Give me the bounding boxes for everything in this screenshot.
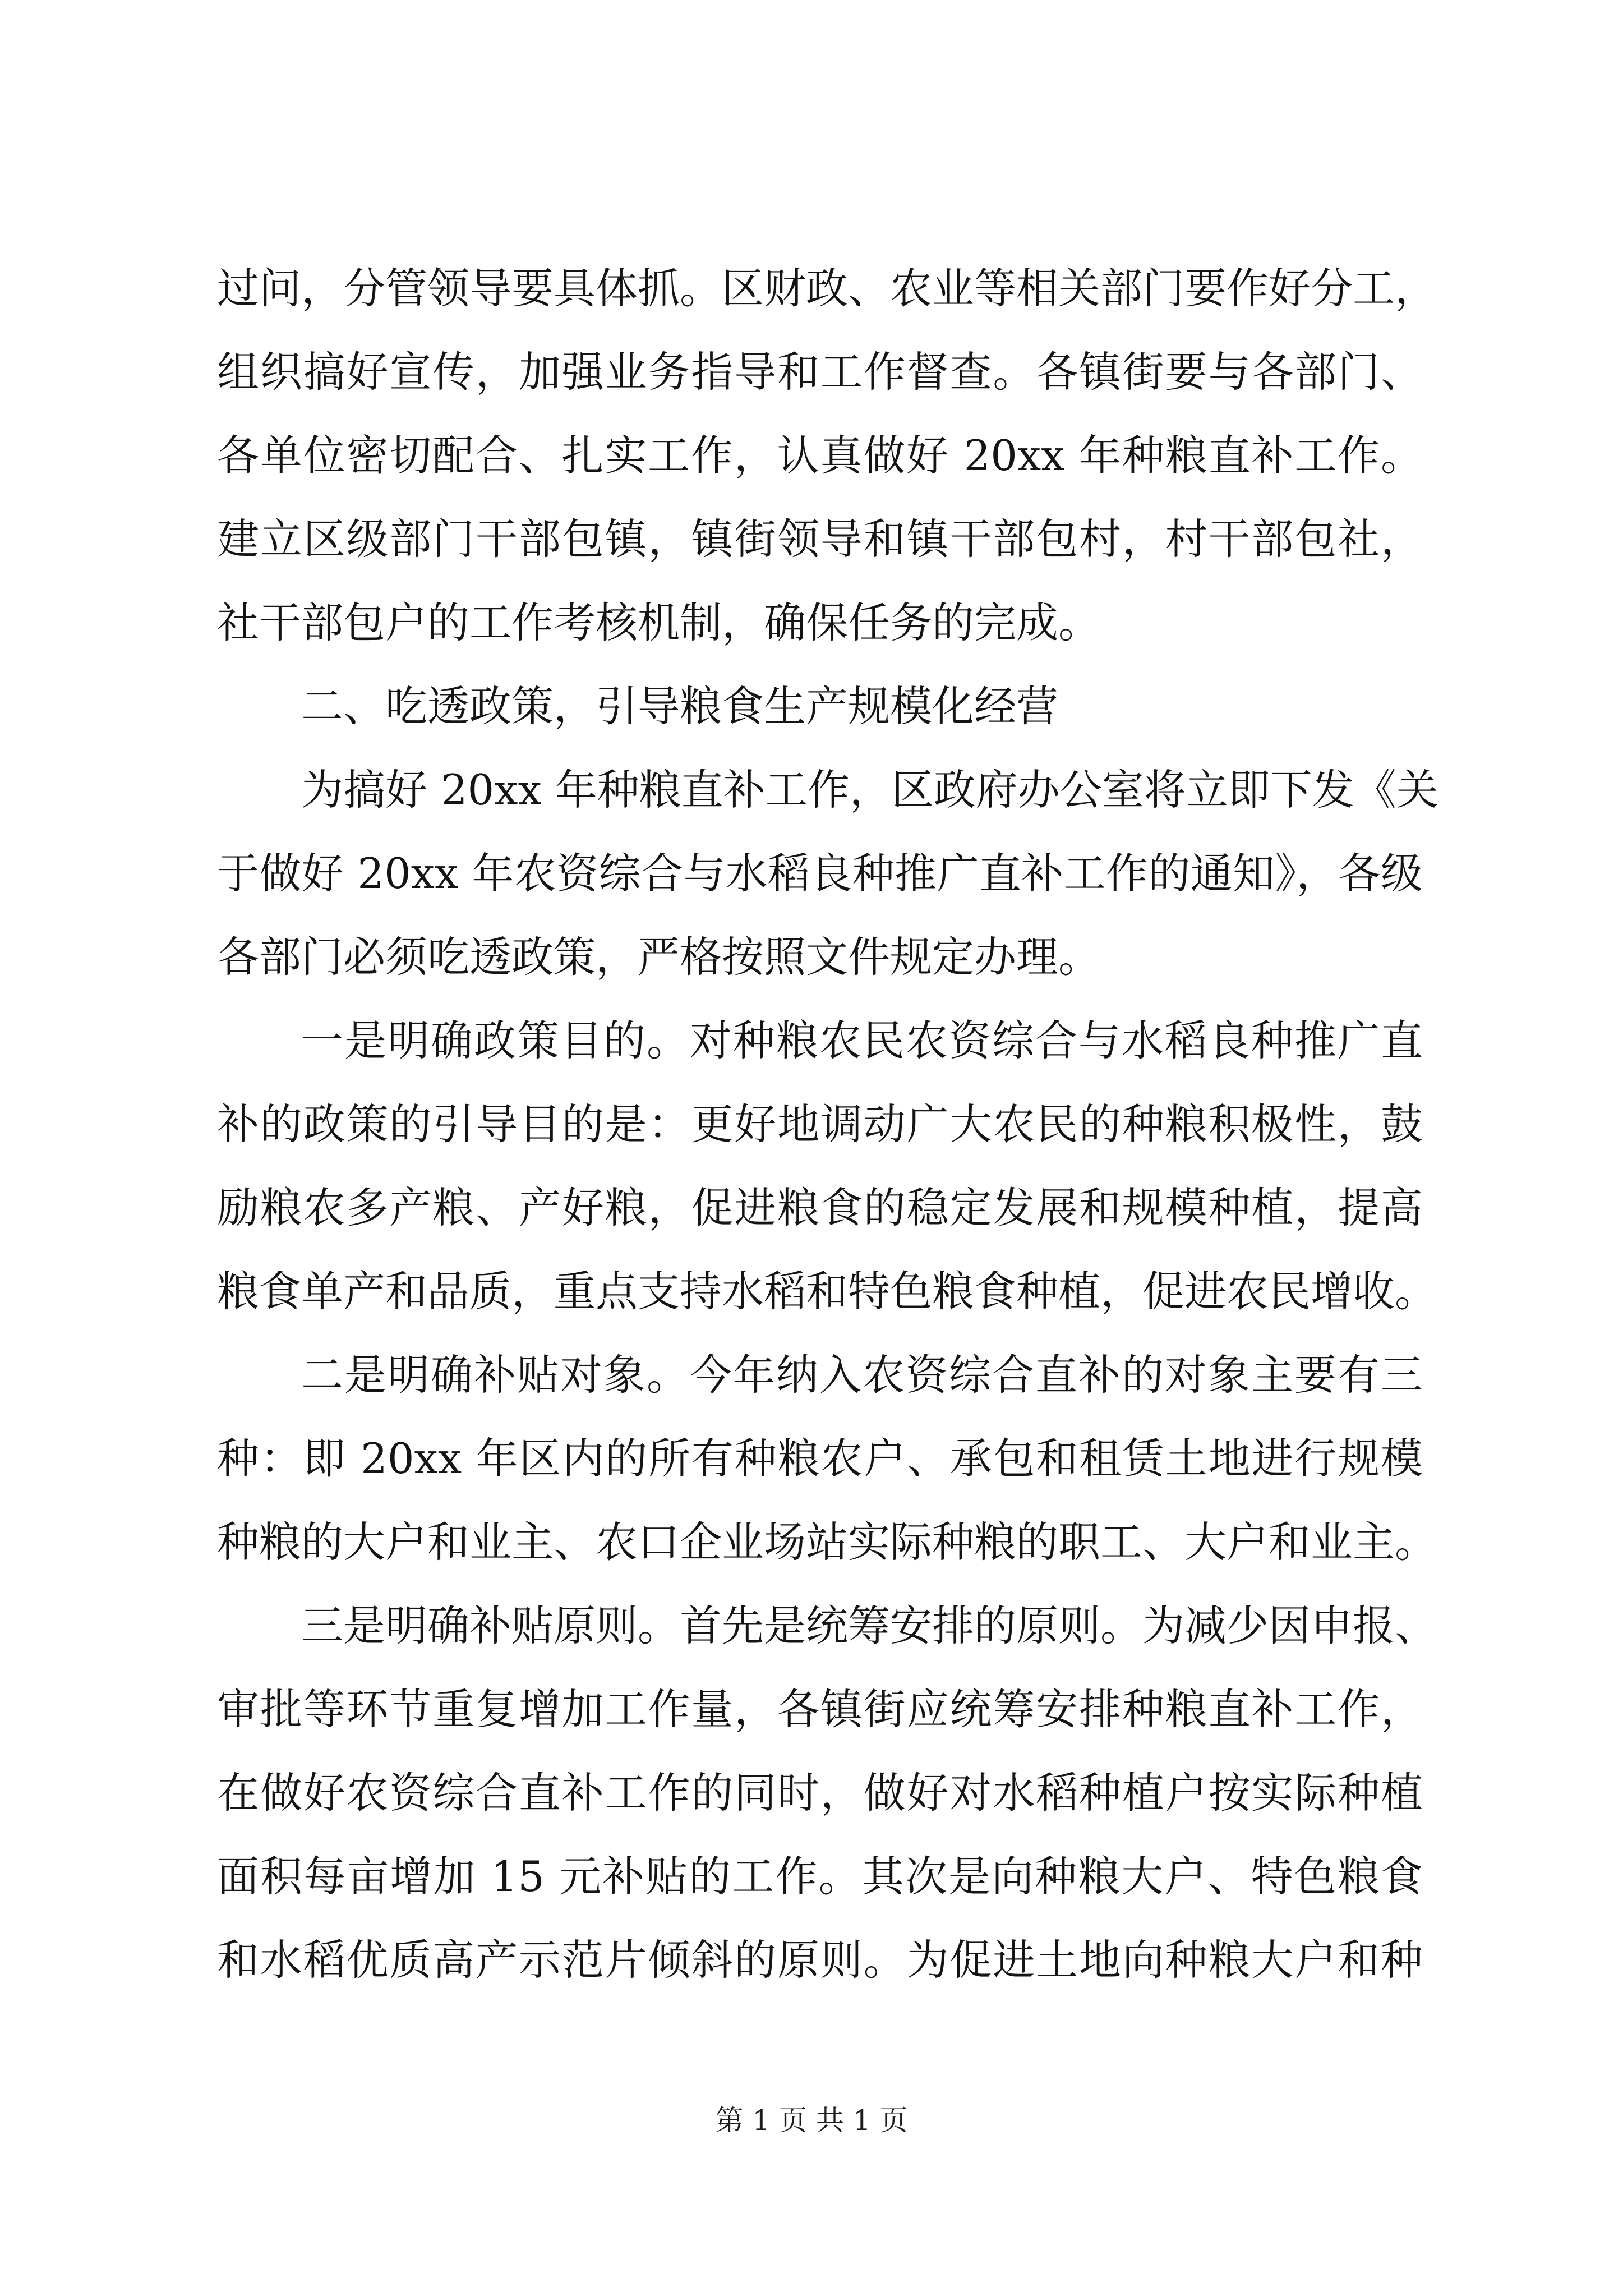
text-line: 组织搞好宣传，加强业务指导和工作督查。各镇街要与各部门、 — [217, 347, 1423, 397]
text-line: 和水稻优质高产示范片倾斜的原则。为促进土地向种粮大户和种 — [217, 1935, 1423, 1985]
document-body — [217, 247, 1438, 2002]
text-line: 于做好 20xx 年农资综合与水稻良种推广直补工作的通知》，各级 — [217, 849, 1423, 898]
text-line: 种：即 20xx 年区内的所有种粮农户、承包和租赁土地进行规模 — [217, 1434, 1423, 1483]
text-line: 各单位密切配合、扎实工作，认真做好 20xx 年种粮直补工作。 — [217, 431, 1423, 480]
text-line: 补的政策的引导目的是：更好地调动广大农民的种粮积极性，鼓 — [217, 1099, 1423, 1149]
section-heading: 二、吃透政策，引导粮食生产规模化经营 — [301, 682, 1059, 731]
page-number-footer: 第 1 页 共 1 页 — [715, 2104, 908, 2137]
text-line: 为搞好 20xx 年种粮直补工作，区政府办公室将立即下发《关 — [301, 765, 1438, 815]
text-line: 二是明确补贴对象。今年纳入农资综合直补的对象主要有三 — [301, 1350, 1423, 1400]
text-line: 一是明确政策目的。对种粮农民农资综合与水稻良种推广直 — [301, 1016, 1423, 1065]
text-line: 社干部包户的工作考核机制，确保任务的完成。 — [217, 598, 1101, 647]
text-line: 励粮农多产粮、产好粮，促进粮食的稳定发展和规模种植，提高 — [217, 1183, 1423, 1232]
text-line: 过问，分管领导要具体抓。区财政、农业等相关部门要作好分工， — [217, 264, 1437, 313]
text-line: 面积每亩增加 15 元补贴的工作。其次是向种粮大户、特色粮食 — [217, 1852, 1423, 1901]
text-line: 粮食单产和品质，重点支持水稻和特色粮食种植，促进农民增收。 — [217, 1267, 1437, 1316]
text-line: 三是明确补贴原则。首先是统筹安排的原则。为减少因申报、 — [301, 1601, 1437, 1650]
text-line: 各部门必须吃透政策，严格按照文件规定办理。 — [217, 932, 1101, 982]
text-line: 种粮的大户和业主、农口企业场站实际种粮的职工、大户和业主。 — [217, 1517, 1437, 1567]
text-line: 在做好农资综合直补工作的同时，做好对水稻种植户按实际种植 — [217, 1768, 1423, 1818]
text-line: 审批等环节重复增加工作量，各镇街应统筹安排种粮直补工作， — [217, 1685, 1423, 1734]
text-line: 建立区级部门干部包镇，镇街领导和镇干部包村，村干部包社， — [217, 514, 1423, 564]
